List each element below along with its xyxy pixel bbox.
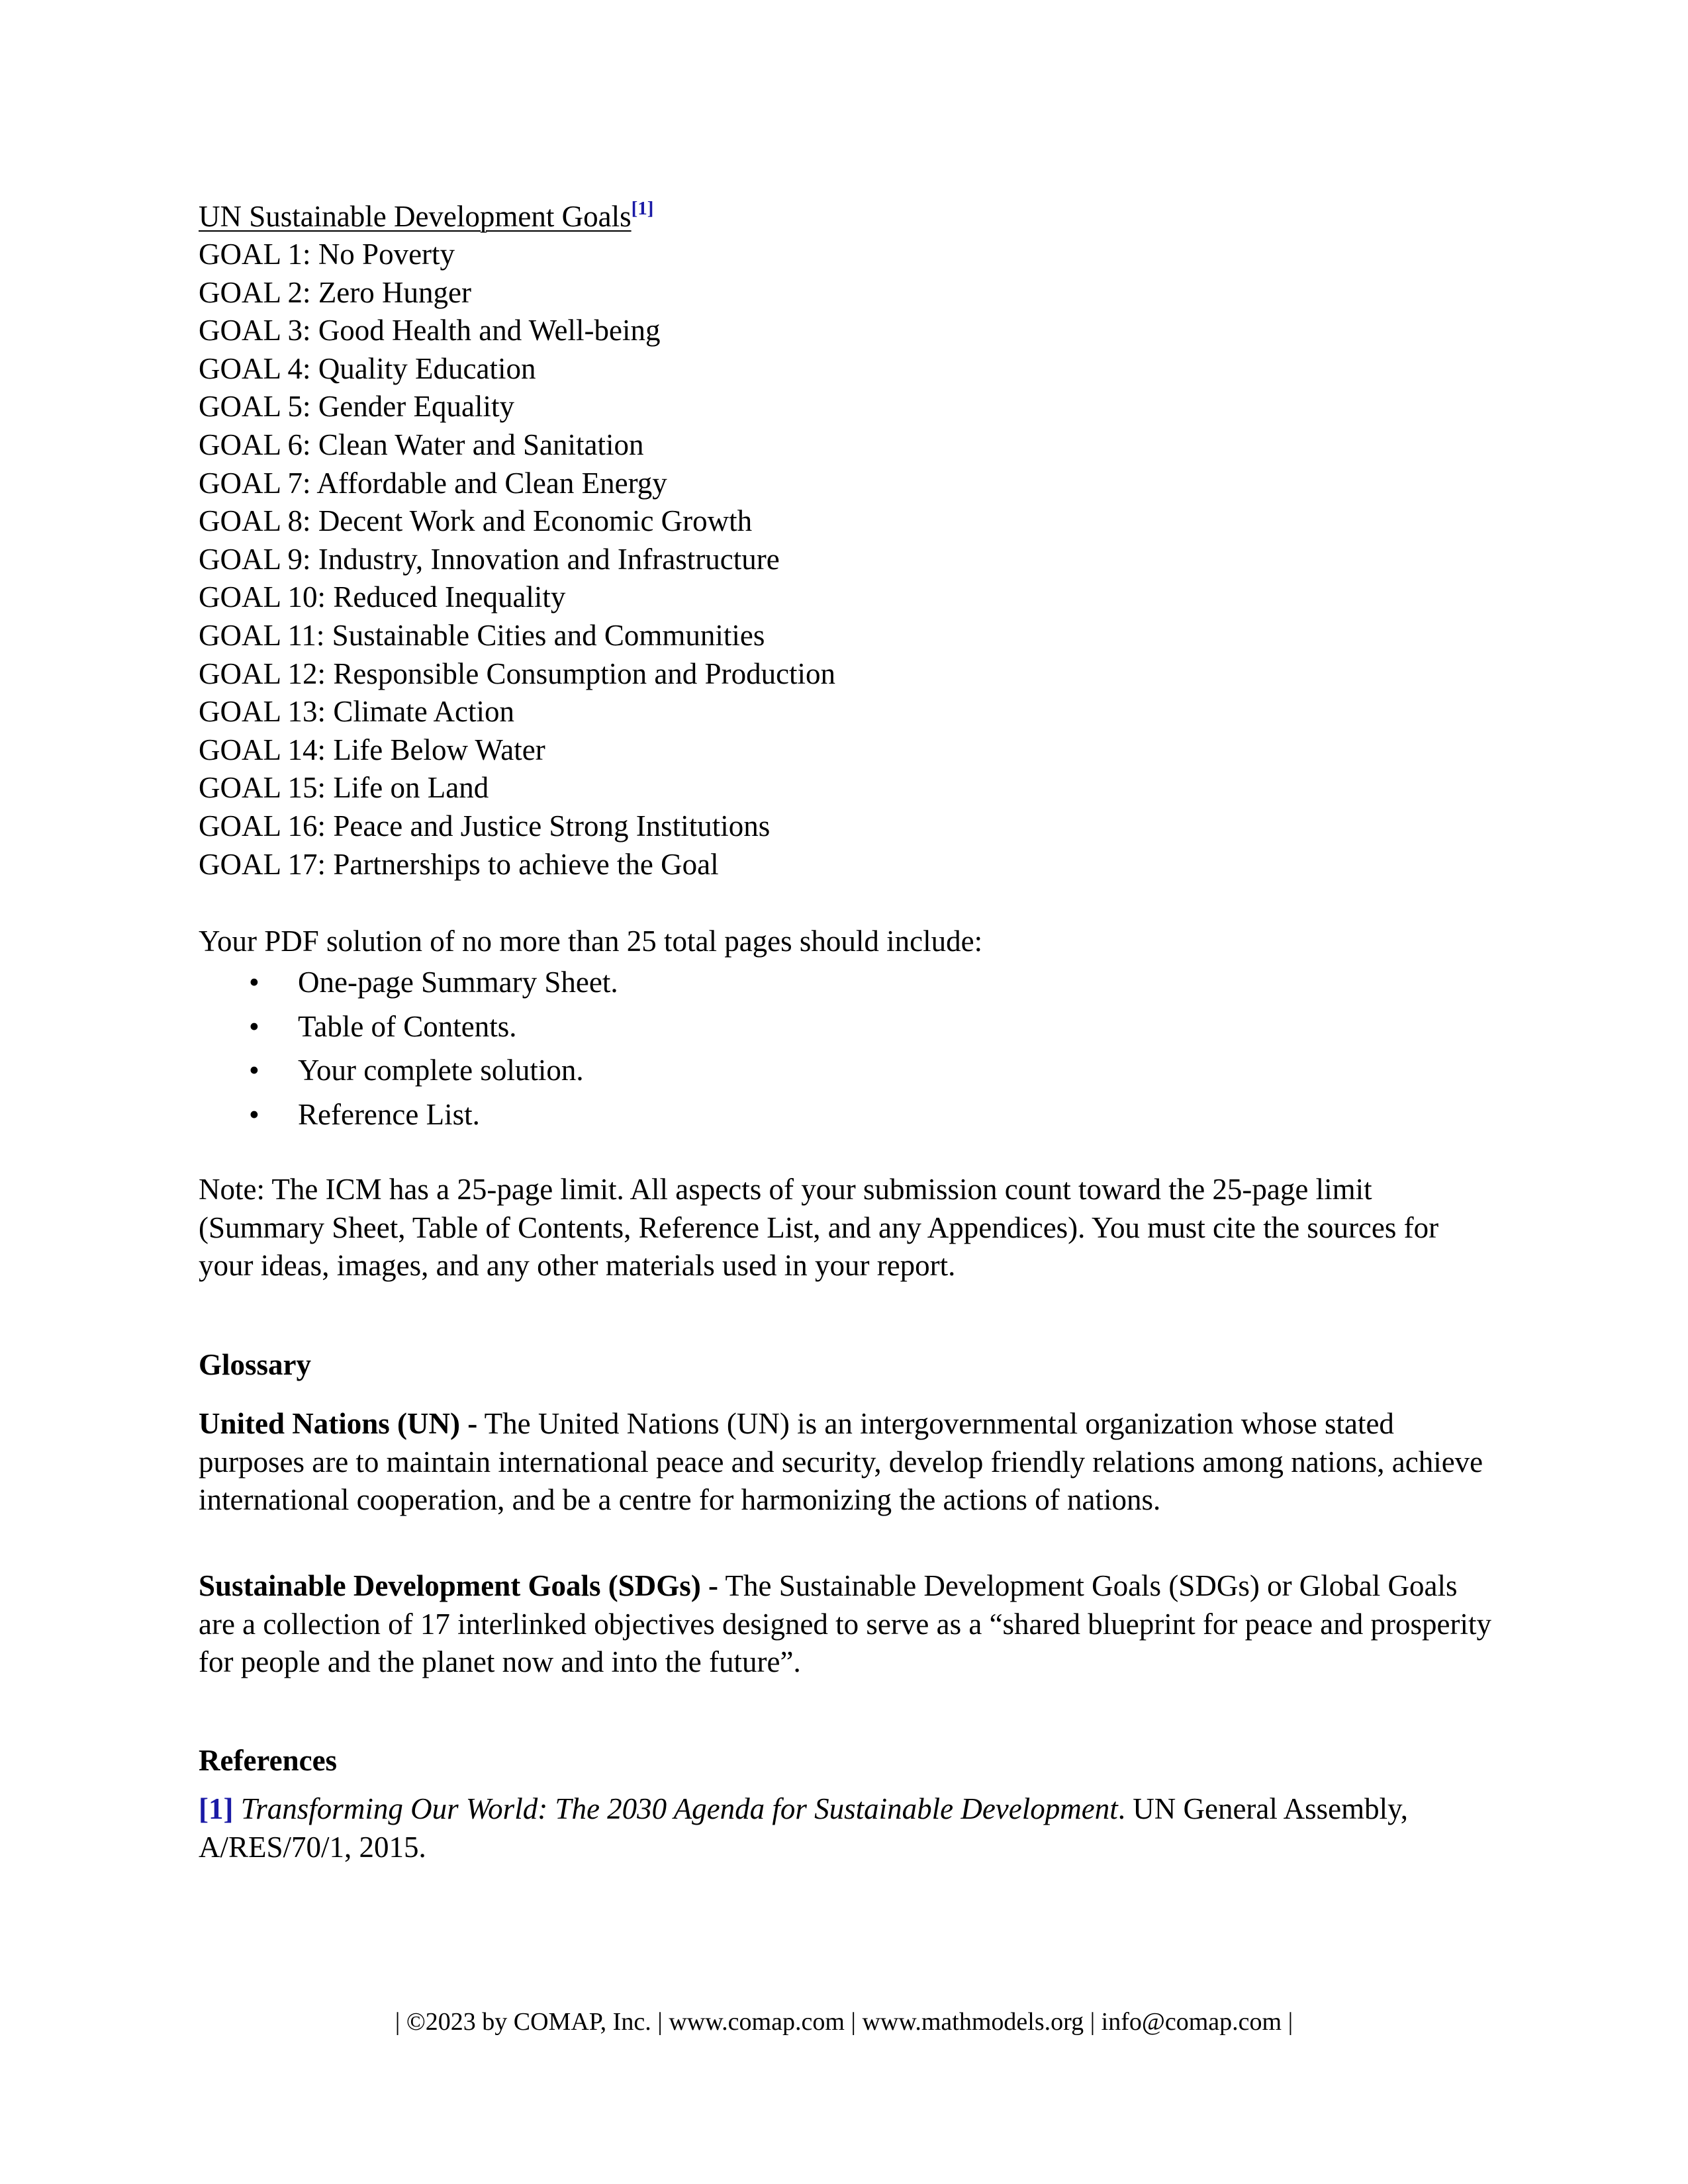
goal-item: GOAL 13: Climate Action [199, 695, 515, 729]
list-item-text: Your complete solution. [298, 1054, 584, 1087]
goal-item: GOAL 9: Industry, Innovation and Infrastructure [199, 542, 780, 576]
pdf-requirements-intro: Your PDF solution of no more than 25 total pages should include: [199, 925, 983, 958]
goal-item: GOAL 14: Life Below Water [199, 733, 545, 766]
goal-item: GOAL 7: Affordable and Clean Energy [199, 466, 667, 500]
goal-item: GOAL 16: Peace and Justice Strong Institutions [199, 809, 771, 842]
reference-number-link[interactable]: [1] [199, 1792, 234, 1825]
goal-item: GOAL 6: Clean Water and Sanitation [199, 428, 644, 461]
reference-title: Transforming Our World: The 2030 Agenda for Sustainable Development [240, 1792, 1118, 1825]
bullet-icon: • [249, 1097, 259, 1131]
glossary-entry [199, 1405, 1496, 1520]
goal-item: GOAL 3: Good Health and Well-being [199, 314, 661, 347]
reference-item [199, 1790, 1496, 1866]
glossary-term: United Nations (UN) - [199, 1407, 478, 1440]
goal-item: GOAL 17: Partnerships to achieve the Goal [199, 847, 719, 881]
sdg-citation-link[interactable]: [1] [631, 198, 654, 219]
goal-item: GOAL 11: Sustainable Cities and Communities [199, 618, 765, 652]
page-limit-note: Note: The ICM has a 25-page limit. All aspects of your submission count toward the 25-page limit (Summary Sheet, Table of Contents, Reference List, and any Appendices). You must cite the sources for your ideas, images, and any other materials used in your report. [199, 1173, 1439, 1282]
goal-item: GOAL 1: No Poverty [199, 238, 455, 271]
reference-details: . UN General Assembly, A/RES/70/1, 2015. [199, 1792, 1408, 1864]
goal-item: GOAL 15: Life on Land [199, 771, 489, 805]
list-item-text: Reference List. [298, 1097, 480, 1131]
glossary-heading: Glossary [199, 1348, 312, 1381]
page-footer: | ©2023 by COMAP, Inc. | www.comap.com | www.mathmodels.org | info@comap.com | [395, 2008, 1293, 2036]
list-item-text: One-page Summary Sheet. [298, 966, 618, 999]
references-heading: References [199, 1744, 338, 1777]
glossary-entry [199, 1567, 1496, 1682]
glossary-definition: The United Nations (UN) is an intergovernmental organization whose stated purposes are to maintain international peace and security, develop friendly relations among nations, achieve international cooperation, and be a centre for harmonizing the actions of nations. [199, 1407, 1483, 1516]
list-item-text: Table of Contents. [298, 1009, 517, 1043]
glossary-definition: The Sustainable Development Goals (SDGs) or Global Goals are a collection of 17 interlinked objectives designed to serve as a “shared blueprint for peace and prosperity for people and the planet now and into the future”. [199, 1569, 1491, 1678]
goals-list [199, 236, 835, 884]
goal-item: GOAL 12: Responsible Consumption and Production [199, 657, 836, 690]
goal-item: GOAL 4: Quality Education [199, 351, 536, 385]
glossary-term: Sustainable Development Goals (SDGs) - [199, 1569, 719, 1602]
bullet-icon: • [249, 1009, 259, 1043]
goal-item: GOAL 10: Reduced Inequality [199, 580, 566, 614]
bullet-icon: • [249, 966, 259, 999]
goal-item: GOAL 5: Gender Equality [199, 390, 514, 424]
sdg-heading [199, 197, 653, 236]
goal-item: GOAL 2: Zero Hunger [199, 275, 471, 309]
bullet-icon: • [249, 1054, 259, 1087]
goal-item: GOAL 8: Decent Work and Economic Growth [199, 504, 753, 538]
sdg-heading-title[interactable]: UN Sustainable Development Goals [199, 200, 632, 233]
